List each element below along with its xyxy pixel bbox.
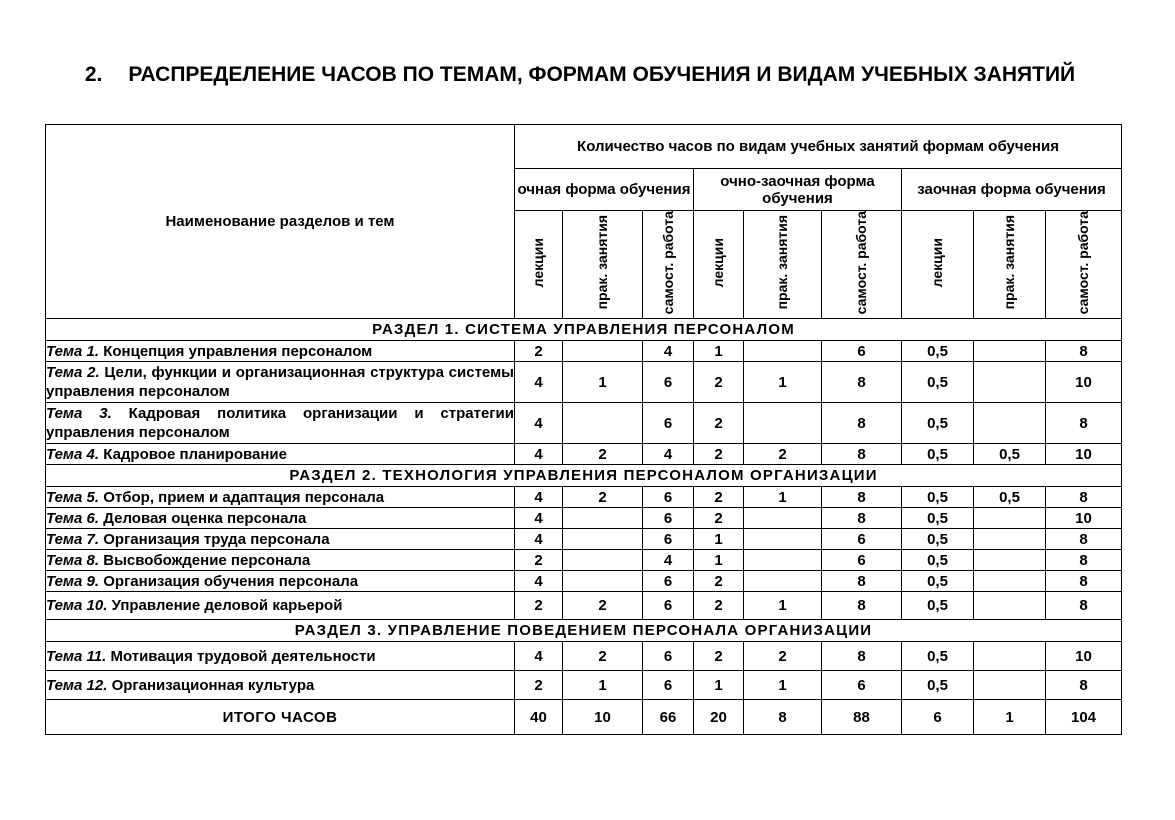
hours-cell: 4 (515, 642, 563, 671)
section-title: РАЗДЕЛ 3. УПРАВЛЕНИЕ ПОВЕДЕНИЕМ ПЕРСОНАЛА ОРГАНИЗАЦИИ (46, 620, 1122, 642)
hours-cell (974, 403, 1046, 444)
section-row (46, 319, 1122, 341)
hours-cell: 6 (643, 508, 694, 529)
topic-label: Тема 11. (46, 647, 107, 665)
hours-cell: 8 (1046, 487, 1122, 508)
hours-cell: 8 (1046, 529, 1122, 550)
topic-row (46, 642, 1122, 671)
hours-cell: 4 (643, 444, 694, 465)
hours-cell: 2 (563, 487, 643, 508)
hours-cell (974, 529, 1046, 550)
topic-name-cell (46, 487, 515, 508)
header-form-full-time: очная форма обучения (515, 169, 694, 211)
header-name-col: Наименование разделов и тем (46, 125, 515, 319)
topic-label: Тема 6. (46, 509, 100, 527)
section-row (46, 465, 1122, 487)
hours-cell: 8 (1046, 592, 1122, 620)
hours-cell: 10 (1046, 642, 1122, 671)
hours-cell: 8 (822, 592, 902, 620)
hours-cell: 6 (643, 571, 694, 592)
page-title (40, 60, 1120, 90)
header-form-part-time: очно-заочная форма обучения (694, 169, 902, 211)
hours-cell: 0,5 (902, 671, 974, 700)
hours-cell: 4 (515, 529, 563, 550)
topic-label: Тема 10. (46, 597, 108, 615)
hours-cell: 2 (694, 444, 744, 465)
hours-cell (974, 508, 1046, 529)
hours-cell: 4 (515, 508, 563, 529)
title-number: 2. (84, 63, 103, 86)
subcol-header: лекции (902, 211, 974, 319)
subcol-header: самост. работа (643, 211, 694, 319)
hours-cell: 4 (515, 362, 563, 403)
hours-cell: 4 (515, 487, 563, 508)
total-hours-cell: 1 (974, 700, 1046, 735)
hours-cell (974, 550, 1046, 571)
hours-cell: 2 (515, 671, 563, 700)
topic-label: Тема 8. (46, 551, 100, 569)
hours-cell: 6 (643, 487, 694, 508)
hours-cell (744, 341, 822, 362)
total-hours-cell: 10 (563, 700, 643, 735)
subcol-header: прак. занятия (974, 211, 1046, 319)
topic-name-cell (46, 362, 515, 403)
hours-cell: 1 (694, 550, 744, 571)
header-hours-group: Количество часов по видам учебных занятий формам обучения (515, 125, 1122, 169)
total-hours-cell: 88 (822, 700, 902, 735)
hours-cell: 8 (822, 444, 902, 465)
topic-name: Концепция управления персоналом (103, 342, 373, 360)
topic-name: Высвобождение персонала (103, 551, 311, 569)
hours-cell: 8 (822, 642, 902, 671)
topic-row (46, 362, 1122, 403)
hours-cell (974, 362, 1046, 403)
topic-name: Организация обучения персонала (103, 572, 359, 590)
topic-name-cell (46, 341, 515, 362)
hours-cell: 0,5 (974, 444, 1046, 465)
hours-cell: 2 (694, 487, 744, 508)
hours-cell: 0,5 (902, 444, 974, 465)
total-hours-cell: 6 (902, 700, 974, 735)
hours-cell: 0,5 (902, 529, 974, 550)
hours-cell (563, 529, 643, 550)
subcol-header: прак. занятия (563, 211, 643, 319)
hours-cell: 8 (1046, 550, 1122, 571)
topic-name: Кадровое планирование (103, 445, 287, 463)
hours-cell: 6 (643, 642, 694, 671)
topic-label: Тема 3. (46, 405, 112, 423)
topic-name: Кадровая политика организации и стратегии управления персоналом (46, 405, 514, 442)
hours-cell (974, 642, 1046, 671)
hours-cell: 2 (563, 642, 643, 671)
hours-cell: 0,5 (902, 571, 974, 592)
title-text: РАСПРЕДЕЛЕНИЕ ЧАСОВ ПО ТЕМАМ, ФОРМАМ ОБУЧЕНИЯ И ВИДАМ УЧЕБНЫХ ЗАНЯТИЙ (128, 63, 1076, 86)
total-hours-cell: 20 (694, 700, 744, 735)
hours-cell: 2 (515, 341, 563, 362)
topic-row (46, 571, 1122, 592)
hours-cell: 0,5 (902, 642, 974, 671)
hours-cell: 10 (1046, 508, 1122, 529)
hours-cell: 0,5 (902, 550, 974, 571)
topic-name-cell (46, 671, 515, 700)
hours-cell: 2 (515, 592, 563, 620)
topic-name: Цели, функции и организационная структура системы управления персоналом (46, 364, 514, 401)
topic-row (46, 671, 1122, 700)
subcol-header: прак. занятия (744, 211, 822, 319)
hours-cell: 6 (643, 403, 694, 444)
hours-cell: 1 (563, 362, 643, 403)
topic-label: Тема 2. (46, 364, 100, 382)
hours-cell (974, 571, 1046, 592)
hours-cell: 6 (822, 529, 902, 550)
hours-cell: 0,5 (902, 592, 974, 620)
hours-cell: 2 (694, 362, 744, 403)
topic-name-cell (46, 592, 515, 620)
hours-distribution-table (45, 124, 1122, 735)
topic-name-cell (46, 571, 515, 592)
hours-cell (744, 529, 822, 550)
hours-cell: 8 (1046, 341, 1122, 362)
topic-name: Организационная культура (111, 676, 315, 694)
topic-row (46, 508, 1122, 529)
hours-cell: 6 (822, 671, 902, 700)
topic-label: Тема 4. (46, 445, 100, 463)
hours-cell: 2 (563, 444, 643, 465)
hours-cell: 6 (822, 550, 902, 571)
hours-cell: 10 (1046, 444, 1122, 465)
subcol-header: лекции (515, 211, 563, 319)
hours-cell: 4 (643, 341, 694, 362)
subcol-header: самост. работа (1046, 211, 1122, 319)
hours-cell: 6 (643, 529, 694, 550)
topic-name-cell (46, 642, 515, 671)
hours-cell: 1 (744, 487, 822, 508)
hours-cell: 2 (515, 550, 563, 571)
topic-name-cell (46, 529, 515, 550)
hours-cell: 6 (643, 592, 694, 620)
hours-cell: 0,5 (902, 362, 974, 403)
hours-cell: 1 (744, 671, 822, 700)
hours-cell: 4 (643, 550, 694, 571)
hours-cell: 2 (744, 642, 822, 671)
hours-cell: 1 (694, 529, 744, 550)
hours-cell: 0,5 (902, 487, 974, 508)
topic-name-cell (46, 403, 515, 444)
hours-cell: 0,5 (902, 341, 974, 362)
topic-name: Отбор, прием и адаптация персонала (103, 488, 385, 506)
topic-label: Тема 1. (46, 342, 100, 360)
topic-row (46, 403, 1122, 444)
topic-label: Тема 9. (46, 572, 100, 590)
hours-cell: 4 (515, 444, 563, 465)
hours-cell: 8 (1046, 671, 1122, 700)
topic-row (46, 444, 1122, 465)
hours-cell (744, 508, 822, 529)
total-label: ИТОГО ЧАСОВ (46, 700, 515, 735)
hours-cell: 8 (822, 487, 902, 508)
topic-row (46, 592, 1122, 620)
hours-cell (563, 571, 643, 592)
hours-cell: 2 (694, 403, 744, 444)
total-row (46, 700, 1122, 735)
subcol-header: лекции (694, 211, 744, 319)
total-hours-cell: 66 (643, 700, 694, 735)
hours-cell: 8 (822, 403, 902, 444)
hours-cell: 2 (694, 642, 744, 671)
hours-cell (563, 550, 643, 571)
topic-row (46, 550, 1122, 571)
topic-name: Мотивация трудовой деятельности (110, 647, 376, 665)
hours-cell: 8 (1046, 571, 1122, 592)
hours-cell: 8 (1046, 403, 1122, 444)
hours-cell: 8 (822, 508, 902, 529)
hours-cell: 10 (1046, 362, 1122, 403)
hours-cell: 1 (563, 671, 643, 700)
topic-name-cell (46, 508, 515, 529)
total-hours-cell: 40 (515, 700, 563, 735)
hours-cell (744, 550, 822, 571)
hours-cell: 6 (822, 341, 902, 362)
hours-cell: 0,5 (902, 508, 974, 529)
header-form-correspondence: заочная форма обучения (902, 169, 1122, 211)
hours-cell (744, 571, 822, 592)
topic-name: Организация труда персонала (103, 530, 330, 548)
topic-label: Тема 12. (46, 676, 108, 694)
hours-cell (974, 341, 1046, 362)
total-hours-cell: 104 (1046, 700, 1122, 735)
topic-label: Тема 5. (46, 488, 100, 506)
hours-cell (563, 341, 643, 362)
topic-name-cell (46, 550, 515, 571)
hours-cell (974, 592, 1046, 620)
hours-cell: 2 (694, 508, 744, 529)
hours-cell: 2 (744, 444, 822, 465)
hours-cell: 1 (744, 592, 822, 620)
topic-name: Управление деловой карьерой (111, 597, 343, 615)
hours-cell: 1 (694, 341, 744, 362)
hours-cell: 8 (822, 571, 902, 592)
hours-cell: 1 (744, 362, 822, 403)
hours-cell (563, 403, 643, 444)
topic-label: Тема 7. (46, 530, 100, 548)
hours-cell (744, 403, 822, 444)
section-row (46, 620, 1122, 642)
topic-row (46, 487, 1122, 508)
hours-cell (974, 671, 1046, 700)
section-title: РАЗДЕЛ 2. ТЕХНОЛОГИЯ УПРАВЛЕНИЯ ПЕРСОНАЛОМ ОРГАНИЗАЦИИ (46, 465, 1122, 487)
topic-name: Деловая оценка персонала (103, 509, 307, 527)
hours-cell: 0,5 (902, 403, 974, 444)
hours-cell: 1 (694, 671, 744, 700)
section-title: РАЗДЕЛ 1. СИСТЕМА УПРАВЛЕНИЯ ПЕРСОНАЛОМ (46, 319, 1122, 341)
topic-row (46, 529, 1122, 550)
hours-cell: 4 (515, 571, 563, 592)
hours-cell: 2 (694, 592, 744, 620)
hours-cell: 8 (822, 362, 902, 403)
hours-cell: 6 (643, 362, 694, 403)
topic-name-cell (46, 444, 515, 465)
hours-cell: 6 (643, 671, 694, 700)
topic-row (46, 341, 1122, 362)
hours-cell: 0,5 (974, 487, 1046, 508)
hours-cell: 2 (694, 571, 744, 592)
subcol-header: самост. работа (822, 211, 902, 319)
hours-cell: 4 (515, 403, 563, 444)
hours-cell: 2 (563, 592, 643, 620)
total-hours-cell: 8 (744, 700, 822, 735)
hours-cell (563, 508, 643, 529)
